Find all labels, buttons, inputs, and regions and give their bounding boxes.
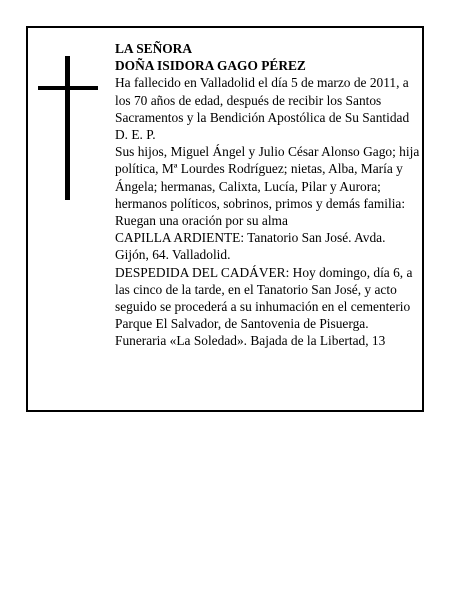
prayer-request: Ruegan una oración por su alma — [115, 213, 288, 229]
cross-vertical-bar — [65, 56, 70, 200]
notice-text — [115, 40, 421, 350]
chapel-info: CAPILLA ARDIENTE: Tanatorio San José. Avda. Gijón, 64. Valladolid. — [115, 230, 386, 263]
family-list: Sus hijos, Miguel Ángel y Julio César Alonso Gago; hija política, Mª Lourdes Rodríguez; nietas, Alba, María y Ángela; hermanas, Calixta, Lucía, Pilar y Aurora; hermanos políticos, sobrinos, primos y demás familia: — [115, 144, 420, 211]
cross-horizontal-bar — [38, 86, 98, 90]
notice-heading: LA SEÑORA — [115, 41, 193, 56]
funeral-home-info: Funeraria «La Soledad». Bajada de la Libertad, 13 — [115, 333, 386, 349]
funeral-info: DESPEDIDA DEL CADÁVER: Hoy domingo, día 6, a las cinco de la tarde, en el Tanatorio San José, y acto seguido se procederá a su inhumación en el cementerio Parque El Salvador, de Santovenia de Pisuerga. — [115, 264, 413, 332]
obituary-notice — [26, 26, 424, 412]
deceased-name: DOÑA ISIDORA GAGO PÉREZ — [115, 58, 306, 74]
death-announcement: Ha fallecido en Valladolid el día 5 de marzo de 2011, a los 70 años de edad, después de recibir los Santos Sacramentos y la Bendición Apostólica de Su Santidad D. E. P. — [115, 75, 410, 143]
latin-cross-icon — [38, 56, 98, 200]
